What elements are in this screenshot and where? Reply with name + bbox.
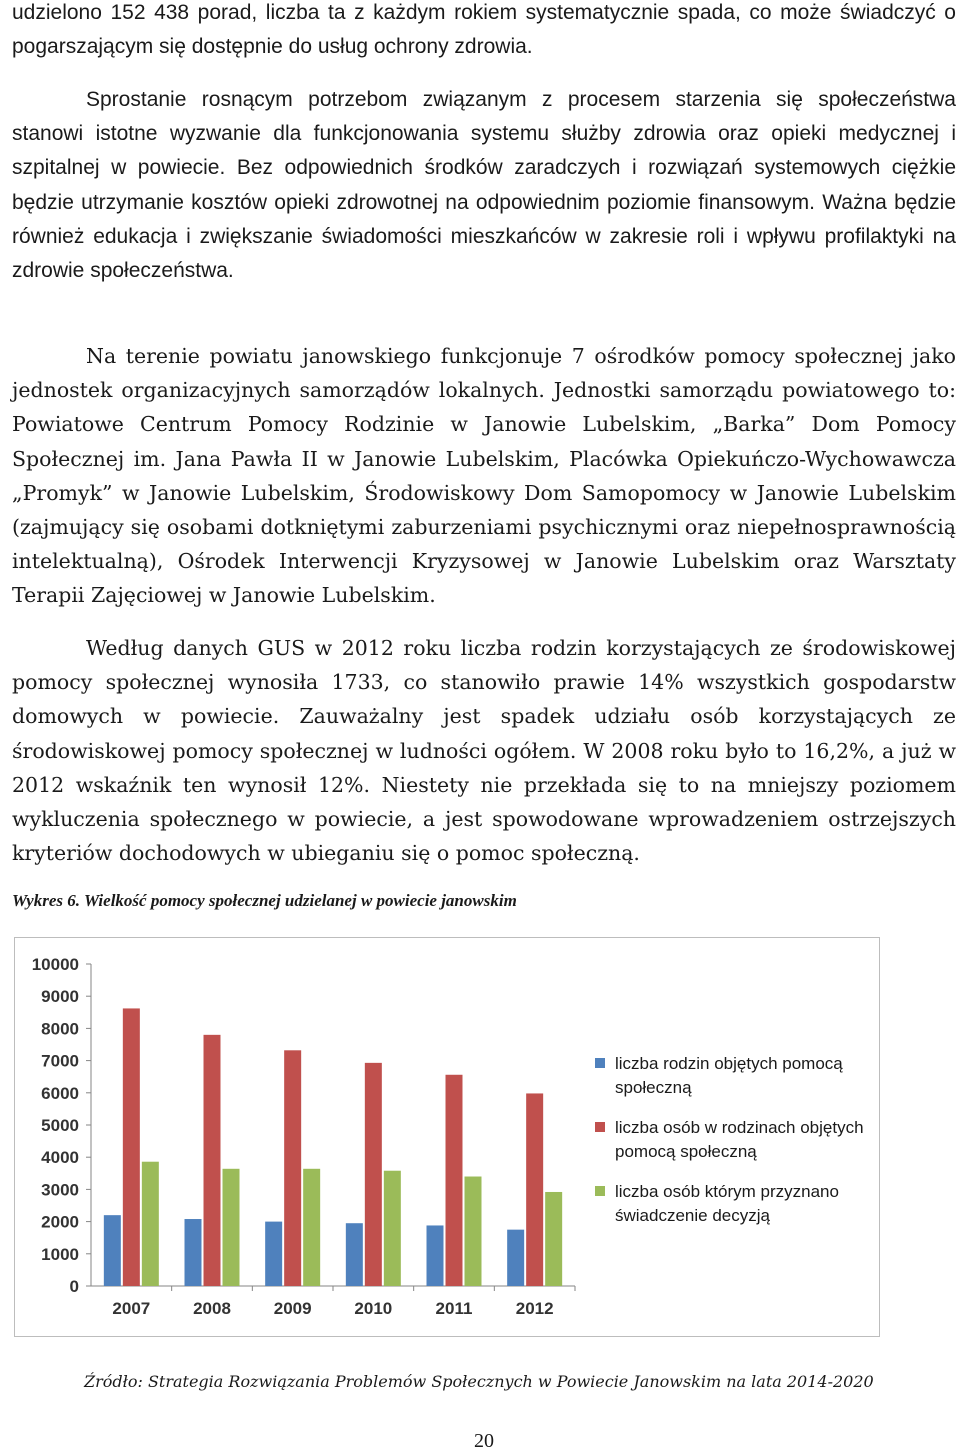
bar-2009-series-1 [265,1222,282,1286]
y-tick-label: 3000 [41,1180,79,1200]
bar-2007-series-2 [123,1008,140,1286]
paragraph-2: Sprostanie rosnącym potrzebom związanym z procesem starzenia się społeczeństwa stanowi istotne wyzwanie dla funkcjonowania systemu służby zdrowia oraz opieki medycznej i szpitalnej w powiecie. Bez odpowiednich środków zaradczych i rozwiązań systemowych ciężkie będzie utrzymanie kosztów opieki zdrowotnej na odpowiednim poziomie finansowym. Ważna będzie również edukacja i zwiększanie świadomości mieszkańców w zakresie roli i wpływu profilaktyki na zdrowie społeczeństwa. [12,88,956,283]
x-tick-label: 2012 [515,1299,554,1318]
bar-2010-series-3 [384,1171,401,1286]
bar-2010-series-1 [346,1223,363,1286]
legend-label: liczba osób którym przyznano świadczenie decyzją [615,1182,839,1225]
paragraph-4: Według danych GUS w 2012 roku liczba rodzin korzystających ze środowiskowej pomocy społecznej wynosiła 1733, co stanowiło prawie 14% wszystkich gospodarstw domowych w powiecie. Zauważalny jest spadek udziału osób korzystających ze środowiskowej pomocy społecznej w ludności ogółem. W 2008 roku było to 16,2%, a już w 2012 wskaźnik ten wynosił 12%. Niestety nie przekłada się to na mniejszy poziomem wykluczenia społecznego w powiecie, a jest spowodowane wprowadzeniem ostrzejszych kryteriów dochodowych w ubieganiu się o pomoc społeczną. [12,636,956,866]
bar-2007-series-1 [104,1215,121,1286]
bar-2012-series-2 [526,1093,543,1286]
bar-chart [14,937,880,1337]
bar-2008-series-3 [223,1169,240,1286]
paragraph-1: udzielono 152 438 porad, liczba ta z każdym rokiem systematycznie spada, co może świadczyć o pogarszającym się dostępnie do usług ochrony zdrowia. [12,1,956,59]
bar-2008-series-1 [185,1219,202,1286]
bar-2011-series-1 [427,1225,444,1286]
y-tick-label: 5000 [41,1116,79,1135]
bar-2009-series-2 [284,1050,301,1286]
x-tick-label: 2009 [273,1299,312,1318]
source-note: Źródło: Strategia Rozwiązania Problemów Społecznych w Powiecie Janowskim na lata 2014-2020 [84,1372,874,1391]
chart-legend [595,1052,885,1244]
bar-2012-series-1 [507,1230,524,1286]
bar-2012-series-3 [545,1192,562,1286]
figure-caption: Wykres 6. Wielkość pomocy społecznej udzielanej w powiecie janowskim [12,891,517,910]
y-tick-label: 8000 [41,1019,79,1039]
y-tick-label: 7000 [41,1051,79,1071]
legend-label: liczba rodzin objętych pomocą społeczną [615,1054,843,1097]
legend-item [595,1052,885,1100]
legend-item [595,1180,885,1228]
y-tick-label: 6000 [41,1083,79,1103]
y-tick-label: 1000 [41,1244,79,1264]
y-tick-label: 10000 [31,955,79,974]
legend-swatch [595,1186,605,1196]
y-tick-label: 4000 [41,1148,79,1168]
paragraph-3: Na terenie powiatu janowskiego funkcjonuje 7 ośrodków pomocy społecznej jako jednostek organizacyjnych samorządów lokalnych. Jednostki samorządu powiatowego to: Powiatowe Centrum Pomocy Rodzinie w Janowie Lubelskim, „Barka” Dom Pomocy Społecznej im. Jana Pawła II w Janowie Lubelskim, Placówka Opiekuńczo-Wychowawcza „Promyk” w Janowie Lubelskim, Środowiskowy Dom Samopomocy w Janowie Lubelskim (zajmujący się osobami dotkniętymi zaburzeniami psychicznymi oraz niepełnosprawnością intelektualną), Ośrodek Interwencji Kryzysowej w Janowie Lubelskim oraz Warsztaty Terapii Zajęciowej w Janowie Lubelskim. [12,344,956,608]
bar-2009-series-3 [303,1169,320,1286]
legend-item [595,1116,885,1164]
y-tick-label: 0 [69,1277,79,1296]
bar-2011-series-2 [446,1075,463,1286]
x-tick-label: 2010 [354,1299,393,1318]
y-tick-label: 9000 [41,987,79,1007]
bar-2007-series-3 [142,1162,159,1286]
x-tick-label: 2008 [193,1299,231,1318]
x-tick-label: 2011 [435,1299,473,1318]
bar-2008-series-2 [204,1035,221,1286]
page-number: 20 [474,1430,494,1452]
legend-swatch [595,1058,605,1068]
legend-label: liczba osób w rodzinach objętych pomocą społeczną [615,1118,864,1161]
x-tick-label: 2007 [112,1299,151,1318]
legend-swatch [595,1122,605,1132]
bar-2010-series-2 [365,1063,382,1286]
y-tick-label: 2000 [41,1212,79,1232]
bar-2011-series-3 [465,1177,482,1286]
